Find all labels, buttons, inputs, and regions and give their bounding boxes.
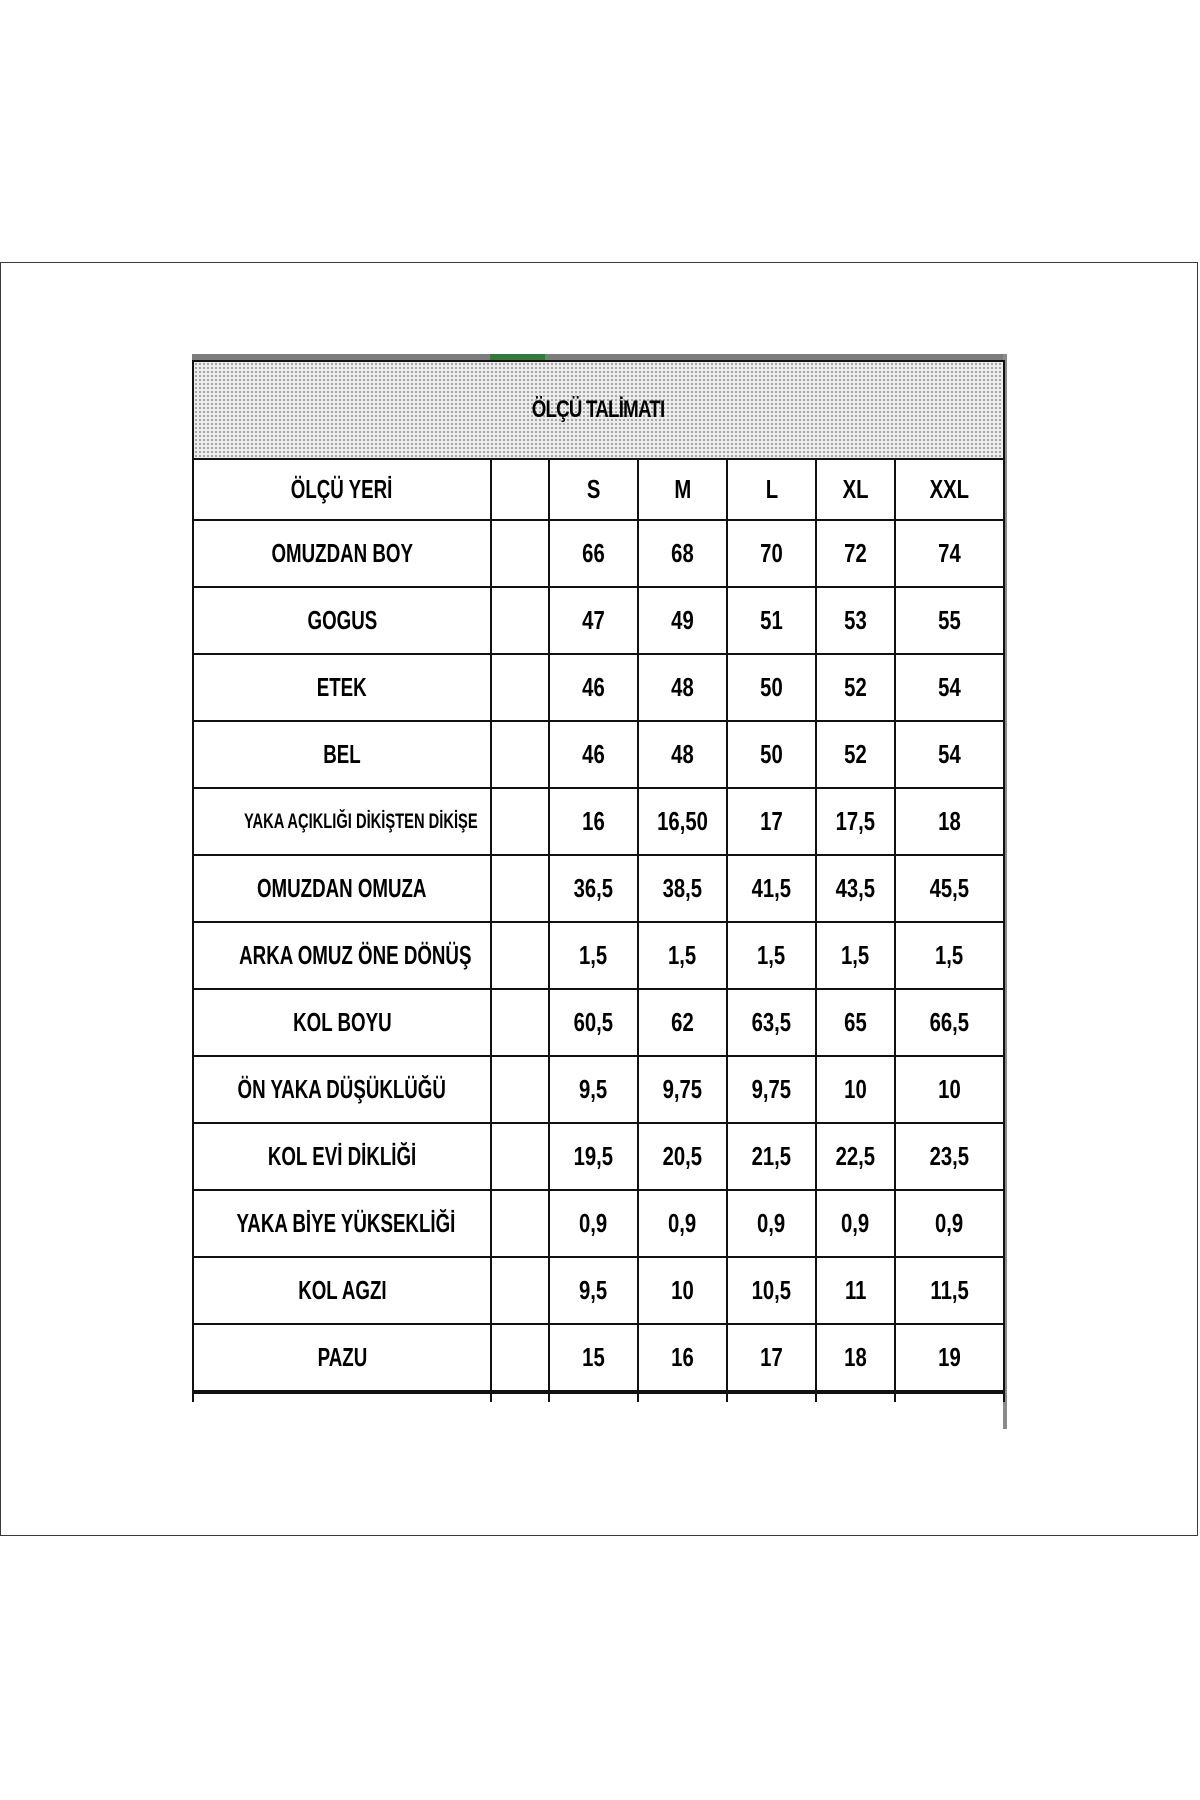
value-cell — [727, 587, 816, 654]
row-label: BEL — [323, 739, 361, 769]
value-cell — [638, 1190, 727, 1257]
row-label: OMUZDAN BOY — [271, 538, 413, 568]
value-cell — [895, 520, 1004, 587]
cell-value: 9,5 — [579, 1275, 608, 1305]
blank-cell — [491, 520, 549, 587]
cell-value: 0,9 — [579, 1208, 608, 1238]
cell-value: 17 — [760, 1342, 783, 1372]
blank-cell — [491, 721, 549, 788]
blank-cell — [491, 989, 549, 1056]
value-cell — [727, 1190, 816, 1257]
value-cell — [638, 922, 727, 989]
cell-value: 10,5 — [751, 1275, 792, 1305]
row-label: GOGUS — [307, 605, 377, 635]
cell-value: 18 — [938, 806, 961, 836]
value-cell — [549, 855, 638, 922]
cell-value: 68 — [671, 538, 694, 568]
value-cell — [727, 788, 816, 855]
blank-cell — [491, 654, 549, 721]
cell-value: 47 — [582, 605, 605, 635]
value-cell — [895, 989, 1004, 1056]
blank-cell — [491, 587, 549, 654]
bottom-border-cell — [816, 1392, 895, 1402]
value-cell — [816, 1324, 895, 1392]
value-cell — [816, 1123, 895, 1190]
bottom-border-cell — [549, 1392, 638, 1402]
value-cell — [816, 520, 895, 587]
value-cell — [549, 520, 638, 587]
cell-value: 0,9 — [757, 1208, 786, 1238]
blank-cell — [491, 1190, 549, 1257]
row-label-cell — [193, 922, 491, 989]
value-cell — [727, 855, 816, 922]
cell-value: 10 — [671, 1275, 694, 1305]
blank-cell — [491, 788, 549, 855]
cell-value: 48 — [671, 672, 694, 702]
value-cell — [549, 587, 638, 654]
row-label: YAKA AÇIKLIĞI DİKİŞTEN DİKİŞE — [244, 809, 478, 833]
value-cell — [895, 587, 1004, 654]
value-cell — [727, 1123, 816, 1190]
value-cell — [816, 1190, 895, 1257]
header-size-l: L — [727, 459, 816, 520]
value-cell — [816, 654, 895, 721]
cell-value: 18 — [844, 1342, 867, 1372]
value-cell — [549, 1257, 638, 1324]
cell-value: 17 — [760, 806, 783, 836]
row-label: KOL EVİ DİKLİĞİ — [267, 1141, 417, 1171]
cell-value: 9,75 — [662, 1074, 703, 1104]
row-label: PAZU — [317, 1342, 367, 1372]
value-cell — [549, 654, 638, 721]
value-cell — [727, 922, 816, 989]
cell-value: 9,75 — [751, 1074, 792, 1104]
blank-cell — [491, 1257, 549, 1324]
cell-value: 10 — [844, 1074, 867, 1104]
value-cell — [549, 1056, 638, 1123]
value-cell — [549, 922, 638, 989]
cell-value: 15 — [582, 1342, 605, 1372]
header-size-m: M — [638, 459, 727, 520]
row-label-cell — [193, 1056, 491, 1123]
cell-value: 66,5 — [929, 1007, 970, 1037]
row-label: KOL AGZI — [297, 1275, 387, 1305]
cell-value: 1,5 — [668, 940, 697, 970]
row-label: ETEK — [317, 672, 367, 702]
row-label-cell — [193, 721, 491, 788]
value-cell — [895, 788, 1004, 855]
blank-cell — [491, 922, 549, 989]
cell-value: 54 — [938, 739, 961, 769]
cell-value: 53 — [844, 605, 867, 635]
cell-value: 63,5 — [751, 1007, 792, 1037]
value-cell — [895, 855, 1004, 922]
value-cell — [638, 654, 727, 721]
value-cell — [549, 989, 638, 1056]
header-size-xl: XL — [816, 459, 895, 520]
value-cell — [895, 721, 1004, 788]
table-title-cell — [193, 361, 1004, 459]
value-cell — [895, 654, 1004, 721]
size-chart-table — [192, 360, 1005, 1402]
table-row — [193, 654, 1004, 721]
bottom-border-cell — [193, 1392, 491, 1402]
row-label-cell — [193, 855, 491, 922]
row-label-cell — [193, 989, 491, 1056]
row-label-cell — [193, 1257, 491, 1324]
row-label-cell — [193, 587, 491, 654]
value-cell — [727, 654, 816, 721]
value-cell — [638, 721, 727, 788]
value-cell — [727, 1324, 816, 1392]
cell-value: 60,5 — [573, 1007, 614, 1037]
value-cell — [895, 1190, 1004, 1257]
value-cell — [638, 587, 727, 654]
value-cell — [549, 721, 638, 788]
cell-value: 10 — [938, 1074, 961, 1104]
table-row — [193, 587, 1004, 654]
cell-value: 11 — [844, 1275, 867, 1305]
value-cell — [727, 520, 816, 587]
cell-value: 52 — [844, 739, 867, 769]
value-cell — [638, 1056, 727, 1123]
cell-value: 16,50 — [657, 806, 708, 836]
value-cell — [638, 1324, 727, 1392]
cell-value: 46 — [582, 672, 605, 702]
cell-value: 11,5 — [930, 1275, 969, 1305]
cell-value: 1,5 — [757, 940, 786, 970]
header-row — [193, 459, 1004, 520]
cell-value: 55 — [938, 605, 961, 635]
cell-value: 66 — [582, 538, 605, 568]
blank-cell — [491, 1056, 549, 1123]
table-row — [193, 1190, 1004, 1257]
header-blank — [491, 459, 549, 520]
cell-value: 23,5 — [929, 1141, 970, 1171]
cell-value: 1,5 — [935, 940, 964, 970]
cell-value: 0,9 — [668, 1208, 697, 1238]
table-row — [193, 1056, 1004, 1123]
value-cell — [727, 989, 816, 1056]
cell-value: 19 — [938, 1342, 961, 1372]
table-row — [193, 721, 1004, 788]
bottom-border-cell — [727, 1392, 816, 1402]
cell-value: 9,5 — [579, 1074, 608, 1104]
value-cell — [895, 1257, 1004, 1324]
value-cell — [895, 1056, 1004, 1123]
value-cell — [816, 788, 895, 855]
value-cell — [895, 922, 1004, 989]
cell-value: 22,5 — [835, 1141, 876, 1171]
cell-value: 1,5 — [841, 940, 870, 970]
value-cell — [816, 855, 895, 922]
blank-cell — [491, 855, 549, 922]
header-size-xxl: XXL — [895, 459, 1004, 520]
row-label: ÖN YAKA DÜŞÜKLÜĞÜ — [237, 1074, 447, 1104]
cell-value: 54 — [938, 672, 961, 702]
cell-value: 70 — [760, 538, 783, 568]
value-cell — [727, 1056, 816, 1123]
row-label: ARKA OMUZ ÖNE DÖNÜŞ — [239, 940, 472, 970]
cell-value: 43,5 — [835, 873, 876, 903]
cell-value: 48 — [671, 739, 694, 769]
cell-value: 52 — [844, 672, 867, 702]
value-cell — [638, 520, 727, 587]
header-measure-point: ÖLÇÜ YERİ — [193, 459, 491, 520]
cell-value: 74 — [938, 538, 961, 568]
header-size-s: S — [549, 459, 638, 520]
table-row — [193, 855, 1004, 922]
cell-value: 72 — [844, 538, 867, 568]
row-label-cell — [193, 1123, 491, 1190]
row-label: KOL BOYU — [292, 1007, 392, 1037]
row-label: YAKA BİYE YÜKSEKLİĞİ — [236, 1208, 456, 1238]
table-row — [193, 1123, 1004, 1190]
blank-cell — [491, 1324, 549, 1392]
value-cell — [638, 1257, 727, 1324]
value-cell — [816, 989, 895, 1056]
value-cell — [549, 1190, 638, 1257]
table-row — [193, 922, 1004, 989]
cell-value: 50 — [760, 672, 783, 702]
cell-value: 36,5 — [573, 873, 614, 903]
cell-value: 0,9 — [935, 1208, 964, 1238]
table-bottom-border — [193, 1392, 1004, 1402]
bottom-border-cell — [895, 1392, 1004, 1402]
cell-value: 19,5 — [573, 1141, 614, 1171]
row-label-cell — [193, 1324, 491, 1392]
cell-value: 0,9 — [841, 1208, 870, 1238]
size-chart-sheet — [192, 354, 1007, 1429]
value-cell — [816, 922, 895, 989]
table-row — [193, 520, 1004, 587]
cell-value: 17,5 — [835, 806, 876, 836]
value-cell — [816, 1257, 895, 1324]
cell-value: 20,5 — [662, 1141, 703, 1171]
row-label-cell — [193, 1190, 491, 1257]
cell-value: 51 — [760, 605, 783, 635]
cell-value: 62 — [671, 1007, 694, 1037]
value-cell — [727, 721, 816, 788]
blank-cell — [491, 1123, 549, 1190]
cell-value: 41,5 — [751, 873, 792, 903]
cell-value: 49 — [671, 605, 694, 635]
value-cell — [549, 1123, 638, 1190]
table-row — [193, 1257, 1004, 1324]
cell-value: 46 — [582, 739, 605, 769]
cell-value: 45,5 — [929, 873, 970, 903]
table-row — [193, 1324, 1004, 1392]
value-cell — [638, 788, 727, 855]
value-cell — [895, 1123, 1004, 1190]
cell-value: 38,5 — [662, 873, 703, 903]
table-row — [193, 989, 1004, 1056]
row-label-cell — [193, 654, 491, 721]
cell-value: 16 — [582, 806, 605, 836]
value-cell — [549, 788, 638, 855]
value-cell — [895, 1324, 1004, 1392]
value-cell — [727, 1257, 816, 1324]
bottom-border-cell — [638, 1392, 727, 1402]
cell-value: 65 — [844, 1007, 867, 1037]
value-cell — [549, 1324, 638, 1392]
row-label: OMUZDAN OMUZA — [257, 873, 427, 903]
value-cell — [638, 1123, 727, 1190]
cell-value: 21,5 — [751, 1141, 792, 1171]
value-cell — [816, 1056, 895, 1123]
table-row — [193, 788, 1004, 855]
value-cell — [816, 587, 895, 654]
value-cell — [816, 721, 895, 788]
bottom-border-cell — [491, 1392, 549, 1402]
value-cell — [638, 989, 727, 1056]
cell-value: 1,5 — [579, 940, 608, 970]
row-label-cell — [193, 520, 491, 587]
cell-value: 50 — [760, 739, 783, 769]
value-cell — [638, 855, 727, 922]
row-label-cell — [193, 788, 491, 855]
table-title: ÖLÇÜ TALİMATI — [532, 396, 665, 423]
cell-value: 16 — [671, 1342, 694, 1372]
